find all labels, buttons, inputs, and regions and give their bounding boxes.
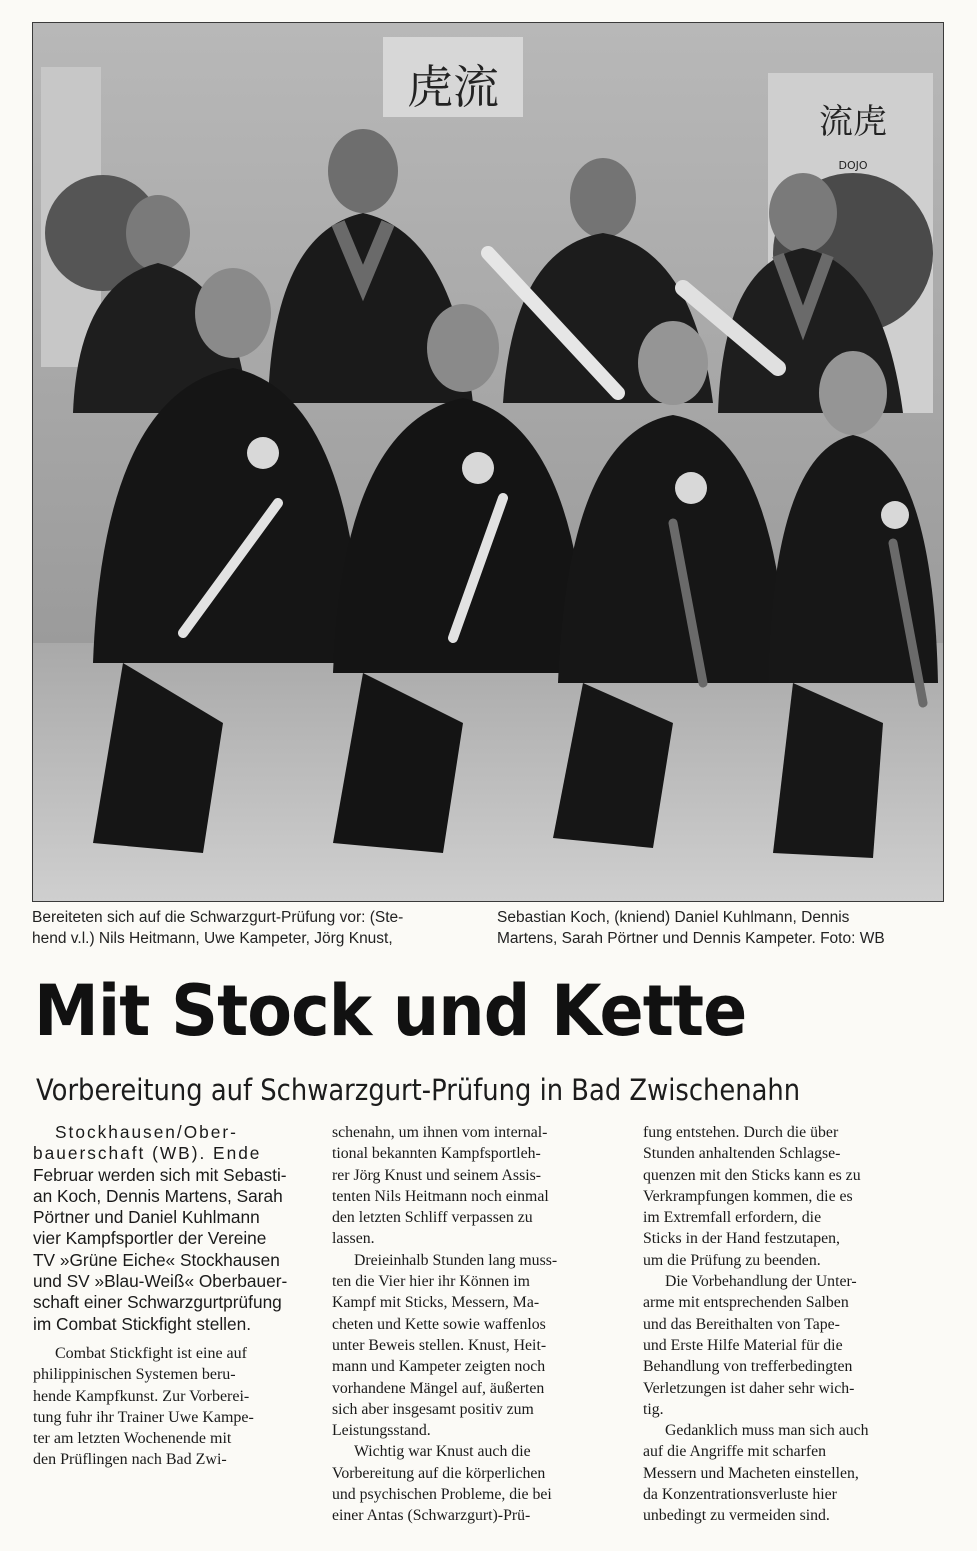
article-line: tenten Nils Heitmann noch einmal	[332, 1187, 549, 1205]
article-line: und Erste Hilfe Material für die	[643, 1336, 843, 1354]
photo-caption	[32, 907, 942, 949]
poster-sub: DOJO	[838, 159, 868, 172]
caption-line: Martens, Sarah Pörtner und Dennis Kampeter. Foto: WB	[497, 930, 885, 947]
photo-illustration	[33, 23, 943, 901]
headline: Mit Stock und Kette	[34, 970, 747, 1052]
article-line: sich aber insgesamt positiv zum	[332, 1400, 534, 1418]
article-line: Messern und Macheten einstellen,	[643, 1464, 859, 1482]
article-line: Verletzungen ist daher sehr wich-	[643, 1379, 855, 1397]
article-line: schenahn, um ihnen vom internal-	[332, 1124, 548, 1141]
article-line: Februar werden sich mit Sebasti-	[33, 1164, 287, 1185]
article-line: unter Beweis stellen. Knust, Heit-	[332, 1336, 547, 1354]
article-line: Pörtner und Daniel Kuhlmann	[33, 1207, 260, 1228]
group-photo	[32, 22, 944, 902]
caption-line: Bereiteten sich auf die Schwarzgurt-Prüfung vor: (Ste-	[32, 909, 404, 926]
article-line: und SV »Blau-Weiß« Oberbauer-	[33, 1271, 288, 1292]
article-line: philippinischen Systemen beru-	[33, 1366, 236, 1384]
article-line: quenzen mit den Sticks kann es zu	[643, 1166, 861, 1184]
article-line: fung entstehen. Durch die über	[643, 1124, 839, 1141]
article-line: tional bekannten Kampfsportleh-	[332, 1145, 541, 1163]
article-line: Stunden anhaltenden Schlagse-	[643, 1145, 841, 1163]
article-line: Verkrampfungen kommen, die es	[643, 1187, 853, 1205]
article-line: um die Prüfung zu beenden.	[643, 1251, 821, 1269]
subheadline: Vorbereitung auf Schwarzgurt-Prüfung in Bad Zwischenahn	[36, 1073, 801, 1107]
article-column-3	[643, 1122, 937, 1527]
article-line: tig.	[643, 1400, 664, 1418]
article-line: an Koch, Dennis Martens, Sarah	[33, 1185, 283, 1206]
article-line: tung fuhr ihr Trainer Uwe Kampe-	[33, 1408, 254, 1426]
article-line: schaft einer Schwarzgurtprüfung	[33, 1292, 282, 1313]
article-line: rer Jörg Knust und seinem Assis-	[332, 1166, 542, 1184]
article-line: Sticks in der Hand festzutapen,	[643, 1230, 840, 1248]
article-line: Dreieinhalb Stunden lang muss-	[354, 1251, 558, 1269]
article-column-1	[33, 1122, 316, 1471]
article-line: im Extremfall erfordern, die	[643, 1209, 822, 1227]
caption-line: Sebastian Koch, (kniend) Daniel Kuhlmann, Dennis	[497, 909, 850, 926]
article-line: hende Kampfkunst. Zur Vorberei-	[33, 1387, 250, 1405]
article-line: Combat Stickfight ist eine auf	[55, 1344, 247, 1362]
article-line: lassen.	[332, 1230, 375, 1248]
article-line: ter am letzten Wochenende mit	[33, 1430, 232, 1448]
caption-line: hend v.l.) Nils Heitmann, Uwe Kampeter, Jörg Knust,	[32, 930, 393, 947]
article-line: bauerschaft (WB). Ende	[33, 1143, 262, 1164]
article-line: den Prüflingen nach Bad Zwi-	[33, 1451, 227, 1469]
article-line: vorhandene Mängel auf, äußerten	[332, 1379, 545, 1397]
poster-glyphs: 流虎	[819, 102, 887, 142]
article-line: Behandlung von trefferbedingten	[643, 1358, 853, 1376]
caption-left	[32, 907, 477, 949]
article-line: einer Antas (Schwarzgurt)-Prü-	[332, 1507, 531, 1525]
article-line: Leistungsstand.	[332, 1422, 431, 1440]
article-line: und psychischen Probleme, die bei	[332, 1486, 552, 1504]
article-line: Wichtig war Knust auch die	[354, 1443, 531, 1461]
article-line: im Combat Stickfight stellen.	[33, 1313, 252, 1334]
article-line: da Konzentrationsverluste hier	[643, 1486, 837, 1504]
article-line: Kampf mit Sticks, Messern, Ma-	[332, 1294, 540, 1312]
article-line: und das Bereithalten von Tape-	[643, 1315, 840, 1333]
article-line: mann und Kampeter zeigten noch	[332, 1358, 546, 1376]
article-line: TV »Grüne Eiche« Stockhausen	[33, 1249, 280, 1270]
article-line: cheten und Kette sowie waffenlos	[332, 1315, 546, 1333]
article-line: Stockhausen/Ober-	[55, 1122, 238, 1142]
article-line: auf die Angriffe mit scharfen	[643, 1443, 827, 1461]
article-line: ten die Vier hier ihr Können im	[332, 1273, 530, 1291]
article-line: den letzten Schliff verpassen zu	[332, 1209, 533, 1227]
article-line: Die Vorbehandlung der Unter-	[665, 1273, 857, 1291]
banner-glyphs: 虎流	[407, 60, 499, 114]
article-line: vier Kampfsportler der Vereine	[33, 1228, 267, 1249]
article-line: arme mit entsprechenden Salben	[643, 1294, 849, 1312]
article-paragraph	[33, 1343, 316, 1471]
article-line: Vorbereitung auf die körperlichen	[332, 1464, 546, 1482]
article-column-2	[332, 1122, 624, 1527]
caption-right	[497, 907, 942, 949]
article-line: Gedanklich muss man sich auch	[665, 1422, 869, 1440]
article-line: unbedingt zu vermeiden sind.	[643, 1507, 830, 1525]
